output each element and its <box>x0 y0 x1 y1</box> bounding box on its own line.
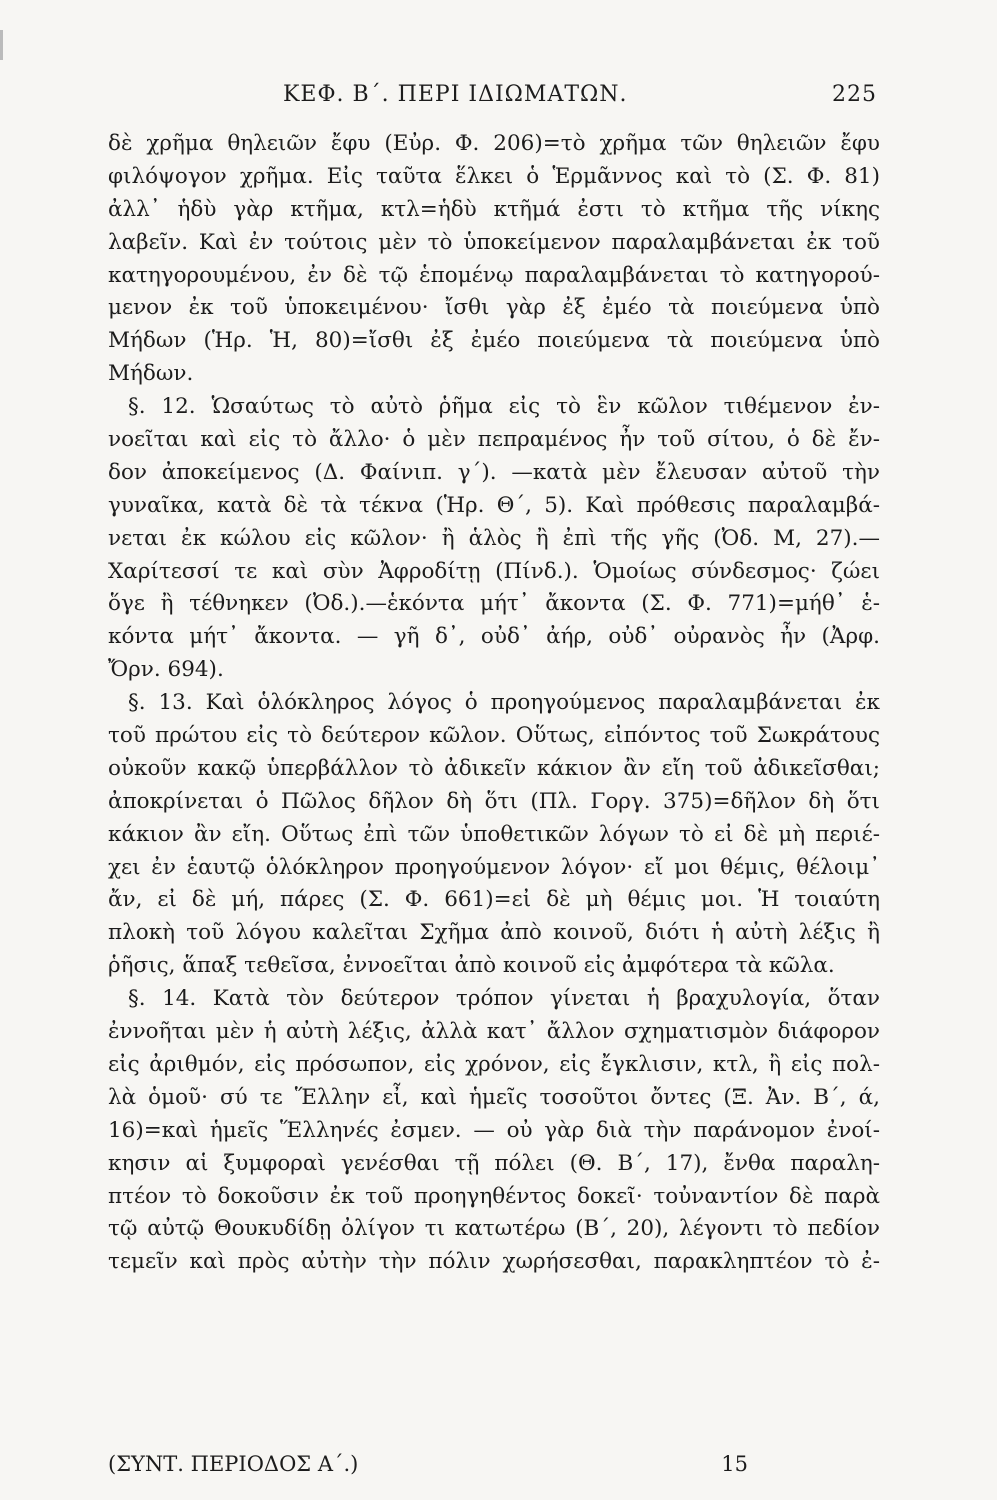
text-line: γυναῖκα, κατὰ δὲ τὰ τέκνα (Ἡρ. Θ΄, 5). Καὶ πρόθεσις παραλαμβά- <box>108 492 880 518</box>
text-line: §. 13. Καὶ ὁλόκληρος λόγος ὁ προηγούμενος παραλαμβάνεται ἐκ <box>128 690 880 716</box>
text-line: δον ἀποκείμενος (Δ. Φαίνιπ. γ΄). —κατὰ μὲν ἔλευσαν αὐτοῦ τὴν <box>108 459 880 485</box>
text-line: Ὄρν. 694). <box>108 657 224 683</box>
body-text <box>108 128 880 1279</box>
text-line: ἀλλ᾽ ἡδὺ γὰρ κτῆμα, κτλ=ἡδὺ κτῆμά ἐστι τὸ κτῆμα τῆς νίκης <box>108 196 880 222</box>
text-line: πτέον τὸ δοκοῦσιν ἐκ τοῦ προηγηθέντος δοκεῖ· τοὐναντίον δὲ παρὰ <box>108 1183 880 1209</box>
text-line: κάκιον ἂν εἴη. Οὕτως ἐπὶ τῶν ὑποθετικῶν λόγων τὸ εἰ δὲ μὴ περιέ- <box>108 821 880 847</box>
text-line: νεται ἐκ κώλου εἰς κῶλον· ἢ ἁλὸς ἢ ἐπὶ τῆς γῆς (Ὀδ. Μ, 27).— <box>108 525 880 551</box>
sheet-number: 15 <box>721 1452 748 1476</box>
text-line: ὅγε ἢ τέθνηκεν (Ὀδ.).—ἑκόντα μήτ᾽ ἄκοντα (Σ. Φ. 771)=μήθ᾽ ἑ- <box>108 591 880 617</box>
text-line: λὰ ὁμοῦ· σύ τε Ἕλλην εἶ, καὶ ἡμεῖς τοσοῦτοι ὄντες (Ξ. Ἀν. Β΄, ά, <box>108 1084 880 1110</box>
text-line: ἄν, εἰ δὲ μή, πάρες (Σ. Φ. 661)=εἰ δὲ μὴ θέμις μοι. Ἡ τοιαύτη <box>108 887 880 913</box>
text-line: δὲ χρῆμα θηλειῶν ἔφυ (Εὐρ. Φ. 206)=τὸ χρῆμα τῶν θηλειῶν ἔφυ <box>108 131 880 156</box>
text-line: κόντα μήτ᾽ ἄκοντα. — γῆ δ᾽, οὐδ᾽ ἀήρ, οὐδ᾽ οὐρανὸς ἦν (Ἀρφ. <box>108 624 880 650</box>
text-line: §. 14. Κατὰ τὸν δεύτερον τρόπον γίνεται ἡ βραχυλογία, ὅταν <box>128 986 880 1012</box>
text-line: χει ἐν ἑαυτῷ ὁλόκληρον προηγούμενον λόγον· εἴ μοι θέμις, θέλοιμ᾽ <box>108 854 880 880</box>
text-line: ἀποκρίνεται ὁ Πῶλος δῆλον δὴ ὅτι (Πλ. Γοργ. 375)=δῆλον δὴ ὅτι <box>108 788 880 814</box>
running-title: ΚΕΦ. Β΄. ΠΕΡΙ ΙΔΙΩΜΑΤΩΝ. <box>283 82 628 107</box>
text-line: ἐννοῆται μὲν ἡ αὐτὴ λέξις, ἀλλὰ κατ᾽ ἄλλον σχηματισμὸν διάφορον <box>108 1019 880 1045</box>
text-line: §. 12. Ὡσαύτως τὸ αὐτὸ ῥῆμα εἰς τὸ ἓν κῶλον τιθέμενον ἐν- <box>128 394 880 420</box>
text-line: λαβεῖν. Καὶ ἐν τούτοις μὲν τὸ ὑποκείμενον παραλαμβάνεται ἐκ τοῦ <box>108 229 880 255</box>
text-line: εἰς ἀριθμόν, εἰς πρόσωπον, εἰς χρόνον, εἰς ἔγκλισιν, κτλ, ἢ εἰς πολ- <box>108 1051 880 1077</box>
text-line: Χαρίτεσσί τε καὶ σὺν Ἀφροδίτῃ (Πίνδ.). Ὁμοίως σύνδεσμος· ζώει <box>108 558 880 584</box>
text-line: νοεῖται καὶ εἰς τὸ ἄλλο· ὁ μὲν πεπραμένος ἦν τοῦ σίτου, ὁ δὲ ἔν- <box>108 427 880 453</box>
signature-mark: (ΣΥΝΤ. ΠΕΡΙΟΔΟΣ Α΄.) <box>108 1452 359 1476</box>
text-line: Μήδων (Ἡρ. Ἡ, 80)=ἴσθι ἐξ ἐμέο ποιεύμενα τὰ ποιεύμενα ὑπὸ <box>108 328 880 354</box>
text-line: κησιν αἱ ξυμφοραὶ γενέσθαι τῇ πόλει (Θ. Β΄, 17), ἔνθα παραλη- <box>108 1150 880 1176</box>
text-line: φιλόψογον χρῆμα. Εἰς ταῦτα ἕλκει ὁ Ἑρμᾶννος καὶ τὸ (Σ. Φ. 81) <box>108 163 880 189</box>
scan-edge-mark <box>0 30 3 60</box>
text-line: τεμεῖν καὶ πρὸς αὐτὴν τὴν πόλιν χωρήσεσθαι, παρακληπτέον τὸ ἐ- <box>108 1249 880 1275</box>
text-line: τῷ αὐτῷ Θουκυδίδῃ ὀλίγον τι κατωτέρω (Β΄, 20), λέγοντι τὸ πεδίον <box>108 1216 880 1242</box>
text-line: 16)=καὶ ἡμεῖς Ἕλληνές ἐσμεν. — οὐ γὰρ διὰ τὴν παράνομον ἐνοί- <box>108 1117 880 1143</box>
text-line: κατηγορουμένου, ἐν δὲ τῷ ἑπομένῳ παραλαμβάνεται τὸ κατηγορού- <box>108 262 880 288</box>
text-line: τοῦ πρώτου εἰς τὸ δεύτερον κῶλον. Οὕτως, εἰπόντος τοῦ Σωκράτους <box>108 723 880 749</box>
text-line: οὐκοῦν κακῷ ὑπερβάλλον τὸ ἀδικεῖν κάκιον ἂν εἴη τοῦ ἀδικεῖσθαι; <box>108 755 880 781</box>
text-line: Μήδων. <box>108 361 194 387</box>
page-number: 225 <box>832 82 877 107</box>
text-line: πλοκὴ τοῦ λόγου καλεῖται Σχῆμα ἀπὸ κοινοῦ, διότι ἡ αὐτὴ λέξις ἢ <box>108 920 880 946</box>
text-line: μενον ἐκ τοῦ ὑποκειμένου· ἴσθι γὰρ ἐξ ἐμέο τὰ ποιεύμενα ὑπὸ <box>108 295 880 321</box>
text-line: ῥῆσις, ἅπαξ τεθεῖσα, ἐννοεῖται ἀπὸ κοινοῦ εἰς ἀμφότερα τὰ κῶλα. <box>108 953 835 979</box>
